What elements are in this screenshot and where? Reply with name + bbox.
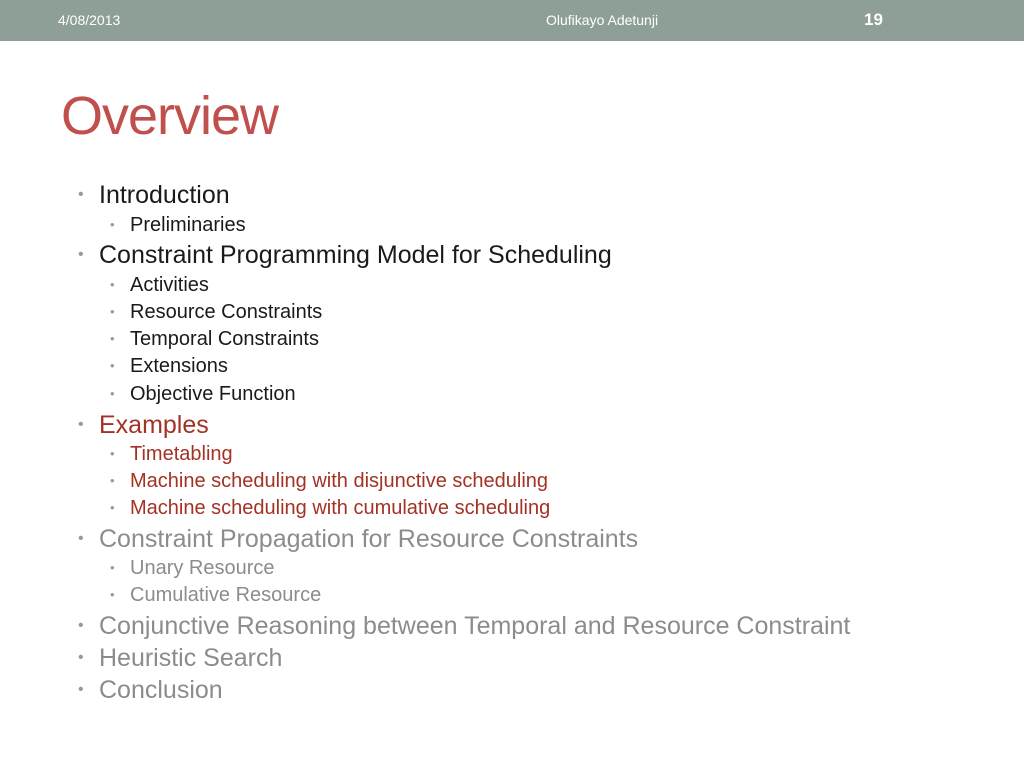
outline-subitem-label: Cumulative Resource bbox=[130, 584, 322, 606]
outline-subitem-objective-function bbox=[110, 381, 296, 407]
page-number: 19 bbox=[864, 10, 883, 29]
bullet-icon: • bbox=[78, 681, 84, 698]
bullet-icon: • bbox=[110, 217, 115, 232]
outline-subitem-temporal-constraints bbox=[110, 326, 319, 352]
bullet-icon: • bbox=[78, 186, 84, 203]
bullet-icon: • bbox=[110, 331, 115, 346]
slide-author: Olufikayo Adetunji bbox=[546, 12, 659, 28]
outline-subitem-resource-constraints bbox=[110, 299, 322, 325]
outline-item-heuristic bbox=[78, 643, 282, 673]
outline-item-label: Heuristic Search bbox=[99, 644, 283, 672]
outline-item-label: Conclusion bbox=[99, 676, 223, 704]
slide-date: 4/08/2013 bbox=[58, 12, 121, 28]
outline-item-label: Constraint Programming Model for Scheduling bbox=[99, 241, 612, 269]
outline-item-introduction bbox=[78, 180, 230, 210]
bullet-icon: • bbox=[110, 386, 115, 401]
outline-item-conjunctive bbox=[78, 611, 850, 641]
bullet-icon: • bbox=[110, 277, 115, 292]
bullet-icon: • bbox=[110, 358, 115, 373]
outline-subitem-label: Machine scheduling with cumulative scheduling bbox=[130, 497, 551, 519]
outline-subitem-label: Objective Function bbox=[130, 383, 296, 405]
bullet-icon: • bbox=[78, 416, 84, 433]
bullet-icon: • bbox=[110, 500, 115, 515]
outline-item-conclusion bbox=[78, 675, 223, 705]
bullet-icon: • bbox=[78, 649, 84, 666]
bullet-icon: • bbox=[78, 246, 84, 263]
outline-subitem-unary-resource bbox=[110, 555, 275, 581]
outline-subitem-preliminaries bbox=[110, 212, 246, 238]
bullet-icon: • bbox=[110, 473, 115, 488]
bullet-icon: • bbox=[78, 617, 84, 634]
outline-subitem-label: Temporal Constraints bbox=[130, 328, 319, 350]
outline-subitem-label: Unary Resource bbox=[130, 557, 275, 579]
bullet-icon: • bbox=[110, 560, 115, 575]
outline-subitem-cumulative-resource bbox=[110, 582, 321, 608]
outline-item-propagation bbox=[78, 524, 638, 554]
outline-subitem-label: Machine scheduling with disjunctive scheduling bbox=[130, 470, 549, 492]
outline-subitem-timetabling bbox=[110, 441, 233, 467]
outline-subitem-cumulative bbox=[110, 495, 550, 521]
header-bar bbox=[0, 0, 1024, 41]
outline-subitem-activities bbox=[110, 272, 209, 298]
bullet-icon: • bbox=[110, 587, 115, 602]
bullet-icon: • bbox=[78, 530, 84, 547]
outline-subitem-label: Activities bbox=[130, 274, 209, 296]
outline-subitem-label: Preliminaries bbox=[130, 214, 246, 236]
outline-item-label: Conjunctive Reasoning between Temporal and Resource Constraint bbox=[99, 612, 851, 640]
bullet-icon: • bbox=[110, 446, 115, 461]
outline-subitem-label: Resource Constraints bbox=[130, 301, 323, 323]
outline-subitem-disjunctive bbox=[110, 468, 548, 494]
slide-title: Overview bbox=[61, 86, 279, 146]
outline-item-label: Constraint Propagation for Resource Constraints bbox=[99, 525, 639, 553]
outline-item-label: Examples bbox=[99, 411, 209, 439]
outline-item-examples bbox=[78, 410, 209, 440]
outline-subitem-label: Timetabling bbox=[130, 443, 233, 465]
outline-item-label: Introduction bbox=[99, 181, 230, 209]
bullet-icon: • bbox=[110, 304, 115, 319]
outline-item-cp-model bbox=[78, 240, 612, 270]
outline-subitem-extensions bbox=[110, 353, 228, 379]
outline-subitem-label: Extensions bbox=[130, 355, 228, 377]
